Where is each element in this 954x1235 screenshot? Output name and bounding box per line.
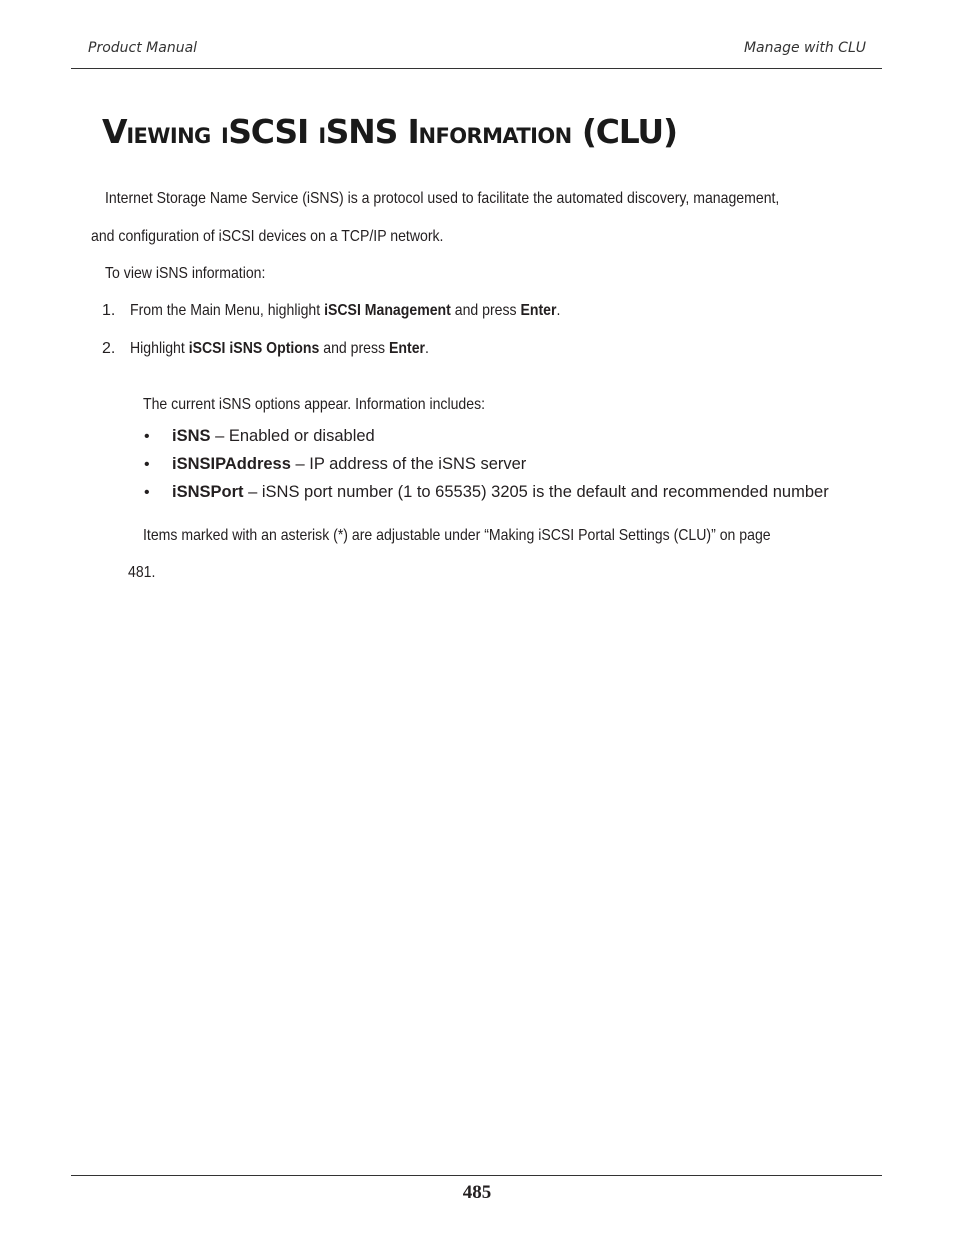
intro-paragraph-line bbox=[91, 228, 492, 246]
bullet-item bbox=[172, 483, 829, 502]
step-mid: and press bbox=[319, 340, 390, 357]
step-item bbox=[102, 302, 115, 320]
step-mid: and press bbox=[450, 302, 521, 319]
step-menu-term: iSCSI Management bbox=[324, 302, 451, 319]
step-menu-term: iSCSI iSNS Options bbox=[188, 340, 320, 357]
step-key-term: Enter bbox=[389, 340, 426, 357]
intro-line-2: and configuration of iSCSI devices on a TCP/IP network. bbox=[91, 228, 444, 245]
running-header-left: Product Manual bbox=[88, 40, 198, 56]
to-view-text bbox=[105, 265, 287, 283]
step-text bbox=[130, 340, 470, 358]
intro-line-1: Internet Storage Name Service (iSNS) is a protocol used to facilitate the automated discovery, management, bbox=[105, 190, 780, 207]
step-content bbox=[130, 340, 429, 358]
title-part: (CLU) bbox=[581, 112, 677, 151]
step-pre: From the Main Menu, highlight bbox=[130, 302, 325, 319]
bullet-term: iSNSIPAddress bbox=[172, 455, 291, 473]
note-line-1: Items marked with an asterisk (*) are adjustable under “Making iSCSI Portal Settings (CLU)” on page bbox=[143, 527, 771, 544]
info-intro bbox=[143, 396, 532, 414]
footer-rule bbox=[71, 1175, 882, 1176]
running-header-right: Manage with CLU bbox=[743, 40, 866, 56]
title-part: NFORMATION bbox=[418, 124, 572, 148]
bullet-desc: – iSNS port number (1 to 65535) 3205 is the default and recommended number bbox=[243, 483, 829, 501]
title-part: SNS bbox=[325, 112, 398, 151]
bullet-icon: • bbox=[144, 428, 150, 445]
title-part: IEWING bbox=[126, 124, 211, 148]
header-rule bbox=[71, 68, 882, 69]
note-line-2: 481. bbox=[128, 564, 156, 581]
step-item bbox=[102, 340, 115, 358]
bullet-desc: – Enabled or disabled bbox=[210, 427, 375, 445]
bullet-item bbox=[172, 455, 526, 474]
note-line bbox=[143, 527, 856, 545]
step-key-term: Enter bbox=[520, 302, 557, 319]
note-line bbox=[128, 564, 159, 582]
bullet-term: iSNS bbox=[172, 427, 211, 445]
bullet-item bbox=[172, 427, 375, 446]
title-part: SCSI bbox=[228, 112, 309, 151]
title-part: I bbox=[221, 124, 229, 148]
bullet-icon: • bbox=[144, 456, 150, 473]
step-number: 1. bbox=[102, 302, 116, 319]
info-intro-text: The current iSNS options appear. Information includes: bbox=[143, 396, 486, 413]
title-part: V bbox=[102, 112, 127, 151]
bullet-desc: – IP address of the iSNS server bbox=[290, 455, 527, 473]
step-number: 2. bbox=[102, 340, 116, 357]
intro-paragraph-line bbox=[105, 190, 871, 208]
step-text bbox=[130, 302, 619, 320]
step-pre: Highlight bbox=[130, 340, 189, 357]
title-part: I bbox=[407, 112, 419, 151]
page-number: 485 bbox=[462, 1182, 492, 1203]
step-content bbox=[130, 302, 560, 320]
step-post: . bbox=[556, 302, 561, 319]
section-title bbox=[102, 112, 677, 151]
to-view-label: To view iSNS information: bbox=[105, 265, 266, 282]
step-post: . bbox=[425, 340, 429, 357]
title-part: I bbox=[318, 124, 326, 148]
bullet-icon: • bbox=[144, 484, 150, 501]
bullet-term: iSNSPort bbox=[172, 483, 244, 501]
